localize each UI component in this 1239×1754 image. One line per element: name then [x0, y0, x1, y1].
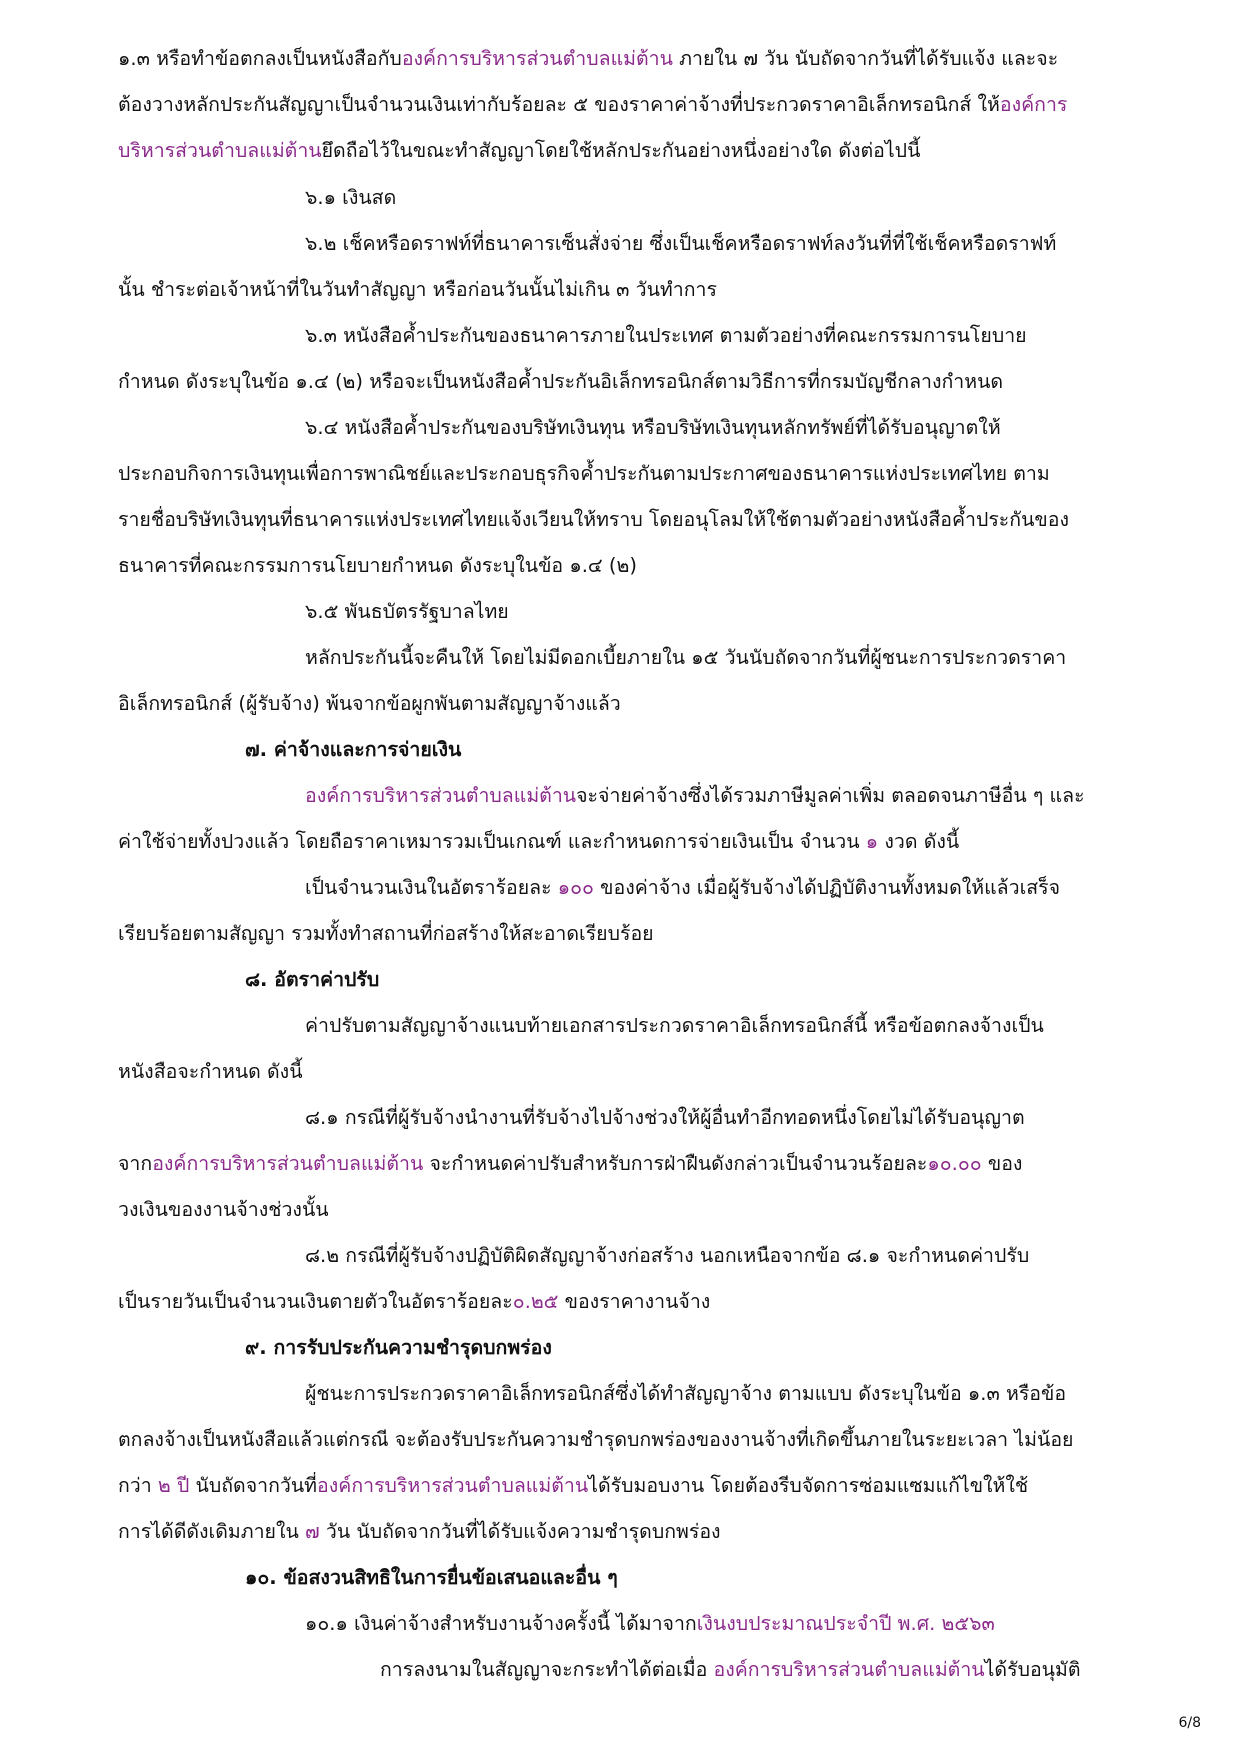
highlighted-text: ๑๐.๐๐: [927, 1152, 982, 1175]
highlighted-text: ๗: [305, 1520, 320, 1543]
text-segment: กำหนด ดังระบุในข้อ ๑.๔ (๒) หรือจะเป็นหนังสือค้ำประกันอิเล็กทรอนิกส์ตามวิธีการที่กรมบัญชีกลางกำหนด: [118, 370, 1004, 393]
text-segment: นับถัดจากวันที่: [189, 1474, 318, 1497]
text-line: [118, 1195, 329, 1225]
text-segment: ๖.๕ พันธบัตรรัฐบาลไทย: [305, 600, 509, 623]
text-segment: งวด ดังนี้: [878, 830, 960, 853]
text-segment: ต้องวางหลักประกันสัญญาเป็นจำนวนเงินเท่ากับร้อยละ ๕ ของราคาค่าจ้างที่ประกวดราคาอิเล็กทรอนิกส์ ให้: [118, 93, 1000, 116]
text-segment: วัน นับถัดจากวันที่ได้รับแจ้งความชำรุดบกพร่อง: [319, 1520, 721, 1543]
text-line: [305, 413, 1001, 443]
text-segment: หลักประกันนี้จะคืนให้ โดยไม่มีดอกเบี้ยภายใน ๑๕ วันนับถัดจากวันที่ผู้ชนะการประกวดราคา: [305, 646, 1067, 669]
text-segment: ๑๐. ข้อสงวนสิทธิในการยื่นข้อเสนอและอื่น ๆ: [245, 1566, 618, 1589]
text-segment: ๑.๓ หรือทำข้อตกลงเป็นหนังสือกับ: [118, 47, 402, 70]
text-segment: ๙. การรับประกันความชำรุดบกพร่อง: [245, 1336, 552, 1359]
text-line: [118, 1471, 1028, 1501]
text-segment: ๘.๒ กรณีที่ผู้รับจ้างปฏิบัติผิดสัญญาจ้างก่อสร้าง นอกเหนือจากข้อ ๘.๑ จะกำหนดค่าปรับ: [305, 1244, 1030, 1267]
text-segment: ของราคางานจ้าง: [558, 1290, 711, 1313]
text-line: [305, 183, 396, 213]
highlighted-text: องค์การ: [999, 93, 1068, 116]
text-segment: ตกลงจ้างเป็นหนังสือแล้วแต่กรณี จะต้องรับประกันความชำรุดบกพร่องของงานจ้างที่เกิดขึ้นภายในระยะเวลา ไม่น้อย: [118, 1428, 1074, 1451]
highlighted-text: เงินงบประมาณประจำปี พ.ศ. ๒๕๖๓: [696, 1612, 995, 1635]
text-line: [118, 1149, 1022, 1179]
highlighted-text: องค์การบริหารส่วนตำบลแม่ต้าน: [305, 784, 577, 807]
section-heading: [245, 965, 379, 995]
text-line: [118, 459, 1050, 489]
text-segment: ๑๐.๑ เงินค่าจ้างสำหรับงานจ้างครั้งนี้ ได้มาจาก: [305, 1612, 697, 1635]
highlighted-text: บริหารส่วนตำบลแม่ต้าน: [118, 139, 322, 162]
text-line: [305, 229, 1056, 259]
text-line: [118, 505, 1069, 535]
text-segment: ได้รับมอบงาน โดยต้องรีบจัดการซ่อมแซมแก้ไขให้ใช้: [588, 1474, 1029, 1497]
text-line: [118, 1517, 721, 1547]
highlighted-text: องค์การบริหารส่วนตำบลแม่ต้าน: [317, 1474, 589, 1497]
text-segment: เป็นรายวันเป็นจำนวนเงินตายตัวในอัตราร้อยละ: [118, 1290, 513, 1313]
text-line: [305, 321, 1027, 351]
text-segment: ได้รับอนุมัติ: [984, 1658, 1081, 1681]
text-segment: ๘. อัตราค่าปรับ: [245, 968, 380, 991]
text-segment: กว่า: [118, 1474, 158, 1497]
highlighted-text: ๐.๒๕: [512, 1290, 559, 1313]
text-line: [305, 1609, 995, 1639]
text-line: [118, 44, 1058, 74]
text-segment: รายชื่อบริษัทเงินทุนที่ธนาคารแห่งประเทศไทยแจ้งเวียนให้ทราบ โดยอนุโลมให้ใช้ตามตัวอย่างหนังสือค้ำประกันของ: [118, 508, 1069, 531]
text-segment: ๖.๔ หนังสือค้ำประกันของบริษัทเงินทุน หรือบริษัทเงินทุนหลักทรัพย์ที่ได้รับอนุญาตให้: [305, 416, 1001, 439]
highlighted-text: องค์การบริหารส่วนตำบลแม่ต้าน: [713, 1658, 985, 1681]
text-segment: ธนาคารที่คณะกรรมการนโยบายกำหนด ดังระบุในข้อ ๑.๔ (๒): [118, 554, 637, 577]
section-heading: [245, 1563, 618, 1593]
text-line: [305, 1011, 1044, 1041]
text-segment: ประกอบกิจการเงินทุนเพื่อการพาณิชย์และประกอบธุรกิจค้ำประกันตามประกาศของธนาคารแห่งประเทศไทย ตาม: [118, 462, 1050, 485]
text-segment: ของค่าจ้าง เมื่อผู้รับจ้างได้ปฏิบัติงานทั้งหมดให้แล้วเสร็จ: [593, 876, 1061, 899]
text-segment: อิเล็กทรอนิกส์ (ผู้รับจ้าง) พ้นจากข้อผูกพันตามสัญญาจ้างแล้ว: [118, 692, 621, 715]
text-segment: ๖.๓ หนังสือค้ำประกันของธนาคารภายในประเทศ ตามตัวอย่างที่คณะกรรมการนโยบาย: [305, 324, 1027, 347]
text-segment: เรียบร้อยตามสัญญา รวมทั้งทำสถานที่ก่อสร้างให้สะอาดเรียบร้อย: [118, 922, 654, 945]
text-line: [118, 275, 717, 305]
text-segment: เป็นจำนวนเงินในอัตราร้อยละ: [305, 876, 558, 899]
text-line: [305, 873, 1060, 903]
text-segment: ๖.๑ เงินสด: [305, 186, 397, 209]
text-line: [118, 367, 1003, 397]
text-line: [305, 1103, 1025, 1133]
section-heading: [245, 735, 461, 765]
text-line: [380, 1655, 1081, 1685]
text-segment: การได้ดีดังเดิมภายใน: [118, 1520, 306, 1543]
text-segment: ของ: [981, 1152, 1023, 1175]
text-line: [305, 781, 1085, 811]
highlighted-text: ๒ ปี: [157, 1474, 190, 1497]
text-line: [118, 551, 637, 581]
text-segment: ๗. ค่าจ้างและการจ่ายเงิน: [245, 738, 462, 761]
text-line: [118, 689, 621, 719]
text-segment: วงเงินของงานจ้างช่วงนั้น: [118, 1198, 329, 1221]
text-segment: ๖.๒ เช็คหรือดราฟท์ที่ธนาคารเซ็นสั่งจ่าย ซึ่งเป็นเช็คหรือดราฟท์ลงวันที่ที่ใช้เช็คหรือดราฟท์: [305, 232, 1057, 255]
text-line: [305, 597, 509, 627]
highlighted-text: องค์การบริหารส่วนตำบลแม่ต้าน: [401, 47, 673, 70]
text-segment: จาก: [118, 1152, 153, 1175]
text-line: [305, 1241, 1029, 1271]
text-line: [305, 643, 1066, 673]
text-segment: นั้น ชำระต่อเจ้าหน้าที่ในวันทำสัญญา หรือก่อนวันนั้นไม่เกิน ๓ วันทำการ: [118, 278, 717, 301]
text-segment: ค่าปรับตามสัญญาจ้างแนบท้ายเอกสารประกวดราคาอิเล็กทรอนิกส์นี้ หรือข้อตกลงจ้างเป็น: [305, 1014, 1044, 1037]
text-segment: การลงนามในสัญญาจะกระทำได้ต่อเมื่อ: [380, 1658, 714, 1681]
text-line: [118, 919, 654, 949]
text-line: [118, 1425, 1073, 1455]
page-number: 6/8: [1178, 1715, 1201, 1731]
text-line: [118, 827, 959, 857]
highlighted-text: ๑๐๐: [557, 876, 594, 899]
text-segment: หนังสือจะกำหนด ดังนี้: [118, 1060, 303, 1083]
text-line: [305, 1379, 1066, 1409]
text-segment: จะกำหนดค่าปรับสำหรับการฝ่าฝืนดังกล่าวเป็นจำนวนร้อยละ: [423, 1152, 928, 1175]
text-segment: ๘.๑ กรณีที่ผู้รับจ้างนำงานที่รับจ้างไปจ้างช่วงให้ผู้อื่นทำอีกทอดหนึ่งโดยไม่ได้รับอนุญาต: [305, 1106, 1025, 1129]
text-segment: ภายใน ๗ วัน นับถัดจากวันที่ได้รับแจ้ง และจะ: [672, 47, 1059, 70]
text-segment: ค่าใช้จ่ายทั้งปวงแล้ว โดยถือราคาเหมารวมเป็นเกณฑ์ และกำหนดการจ่ายเงินเป็น จำนวน: [118, 830, 866, 853]
highlighted-text: ๑: [865, 830, 879, 853]
text-segment: ผู้ชนะการประกวดราคาอิเล็กทรอนิกส์ซึ่งได้ทำสัญญาจ้าง ตามแบบ ดังระบุในข้อ ๑.๓ หรือข้อ: [305, 1382, 1067, 1405]
text-line: [118, 1287, 710, 1317]
text-segment: จะจ่ายค่าจ้างซึ่งได้รวมภาษีมูลค่าเพิ่ม ตลอดจนภาษีอื่น ๆ และ: [576, 784, 1085, 807]
text-line: [118, 136, 920, 166]
text-line: [118, 90, 1067, 120]
text-line: [118, 1057, 303, 1087]
highlighted-text: องค์การบริหารส่วนตำบลแม่ต้าน: [152, 1152, 424, 1175]
text-segment: ยึดถือไว้ในขณะทำสัญญาโดยใช้หลักประกันอย่างหนึ่งอย่างใด ดังต่อไปนี้: [321, 139, 921, 162]
section-heading: [245, 1333, 552, 1363]
